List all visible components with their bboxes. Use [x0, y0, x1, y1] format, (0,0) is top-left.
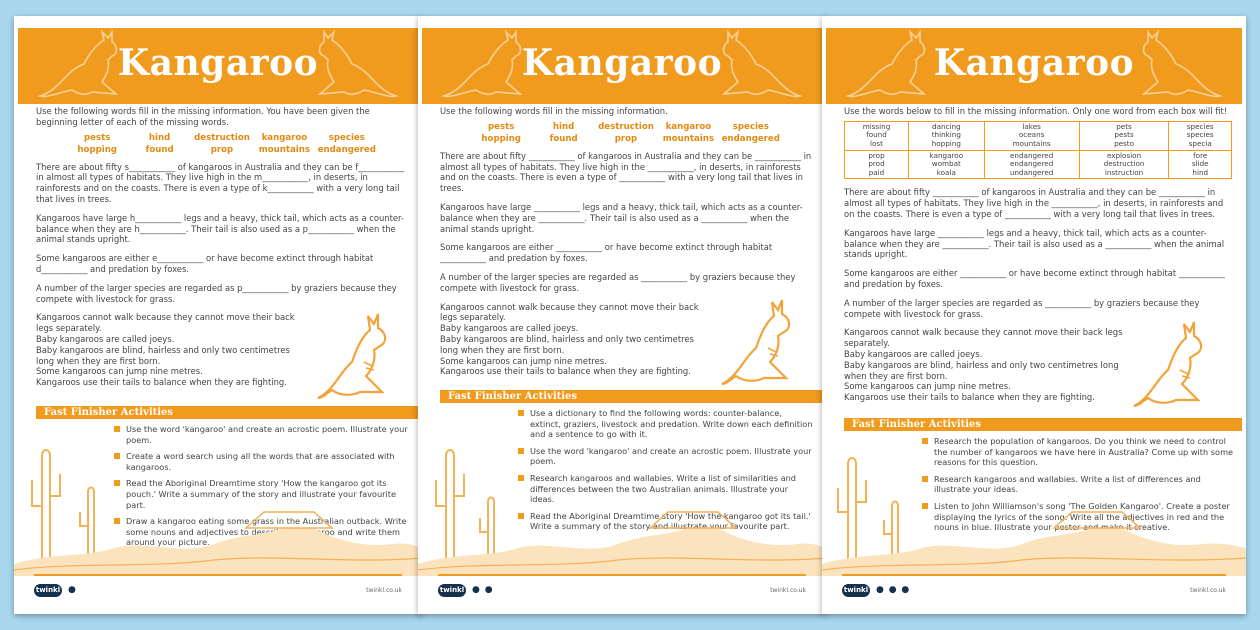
fact: Baby kangaroos are called joeys.: [36, 333, 175, 344]
word-choice-cell: [908, 121, 984, 150]
fast-finisher-title: Fast Finisher Activities: [852, 419, 982, 430]
word-choice-table: [844, 121, 1232, 180]
cloze-paragraph: A number of the larger species are regarded as ___________ by graziers because they compete with livestock for grass.: [440, 271, 796, 293]
cloze-paragraph: There are about fifty ___________ of kangaroos in Australia and they can be ___________ in almost all types of habitats. They live high in the ___________, in deserts, in rainforests and on the coasts. There is even a type of ___________ with a very long tail that lives in trees.: [440, 150, 812, 194]
word-choice-cell: [1079, 150, 1169, 179]
fact-list: [36, 312, 306, 388]
footer-divider: [438, 574, 806, 576]
cloze-paragraph: A number of the larger species are regarded as ___________ by graziers because they compete with livestock for grass.: [844, 297, 1200, 319]
word-choice-cell: [845, 121, 909, 150]
activity-item: Research kangaroos and wallabies. Write a list of similarities and differences between the two Australian animals. Illustrate your ideas.: [518, 473, 814, 505]
footer-divider: [842, 574, 1226, 576]
word-bank-item: hind: [148, 132, 171, 143]
fact: Kangaroos use their tails to balance when they are fighting.: [36, 377, 287, 388]
title-banner: [18, 28, 418, 104]
fact: Baby kangaroos are blind, hairless and only two centimetres long when they are first born.: [440, 333, 694, 355]
word-bank-item: prop: [614, 133, 638, 144]
fact: Kangaroos cannot walk because they cannot move their back legs separately.: [440, 301, 699, 323]
worksheet-2[interactable]: [418, 16, 826, 614]
word-option: dancing: [932, 121, 961, 131]
word-option: undangered: [1009, 167, 1054, 177]
word-option: pets: [1116, 121, 1132, 131]
activity-item: Read the Aboriginal Dreamtime story 'How the kangaroo got its pouch.' Write a summary of the story and illustrate your favourite part.: [114, 478, 410, 510]
word-option: pests: [1114, 130, 1134, 140]
word-option: missing: [862, 121, 891, 131]
word-option: destruction: [1103, 159, 1145, 169]
page-level-dots: ●: [68, 585, 77, 595]
word-option: species: [1186, 130, 1214, 140]
word-bank-item: hopping: [77, 144, 117, 155]
word-bank-item: mountains: [662, 133, 714, 144]
fact-list: [440, 302, 710, 378]
twinkl-logo: twinkl: [842, 584, 870, 597]
activity-item: Create a word search using all the words that are associated with kangaroos.: [114, 451, 410, 472]
fact: Kangaroos use their tails to balance when they are fighting.: [440, 366, 691, 377]
word-bank-item: pests: [84, 132, 111, 143]
cloze-paragraphs: [440, 151, 812, 294]
word-bank-item: prop: [210, 144, 234, 155]
kangaroo-illustration: [716, 292, 806, 388]
word-option: prop: [868, 150, 885, 160]
cloze-paragraphs: [36, 162, 408, 305]
cloze-paragraphs: [844, 187, 1232, 319]
twinkl-logo: twinkl: [438, 584, 466, 597]
word-option: endangered: [1010, 159, 1054, 169]
word-option: hind: [1192, 167, 1209, 177]
word-option: oceans: [1018, 130, 1045, 140]
word-option: mountains: [1012, 138, 1051, 148]
fast-finisher-title: Fast Finisher Activities: [44, 407, 174, 418]
page-title: Kangaroo: [521, 42, 723, 84]
activity-item: Use a dictionary to find the following words: counter-balance, extinct, graziers, livestock and predation. Write down each definition and a sentence to go with it.: [518, 408, 814, 440]
fact: Some kangaroos can jump nine metres.: [440, 355, 607, 366]
cloze-paragraph: Some kangaroos are either e___________ or have become extinct through habitat d___________ and predation by foxes.: [36, 253, 374, 274]
word-bank-item: hind: [552, 121, 575, 132]
word-bank-item: found: [145, 144, 174, 155]
fact: Kangaroos cannot walk because they cannot move their back legs separately.: [36, 312, 295, 334]
word-option: prod: [868, 159, 885, 169]
word-bank-item: found: [549, 133, 578, 144]
word-option: hopping: [931, 138, 961, 148]
activity-item: Use the word 'kangaroo' and create an acrostic poem. Illustrate your poem.: [518, 446, 814, 467]
cloze-paragraph: A number of the larger species are regarded as p___________ by graziers because they compete with livestock for grass.: [36, 282, 397, 304]
cloze-paragraph: Some kangaroos are either ___________ or have become extinct through habitat ___________ and predation by foxes.: [440, 242, 773, 264]
word-choice-cell: [1079, 121, 1169, 150]
word-choice-cell: [1169, 121, 1232, 150]
fast-finisher-title: Fast Finisher Activities: [448, 391, 578, 402]
word-option: koala: [936, 167, 956, 177]
word-option: instruction: [1104, 167, 1144, 177]
word-bank: [470, 121, 782, 145]
title-banner: [422, 28, 822, 104]
word-option: found: [866, 130, 887, 140]
worksheet-1[interactable]: [14, 16, 422, 614]
word-bank-item: hopping: [481, 133, 521, 144]
page-level-dots: ● ●: [472, 585, 494, 595]
word-bank-item: kangaroo: [261, 132, 308, 143]
page-title: Kangaroo: [933, 42, 1135, 84]
desert-scene: [822, 416, 1246, 576]
word-option: kangaroo: [929, 150, 964, 160]
page-title: Kangaroo: [117, 42, 319, 84]
table-row: [845, 121, 1232, 150]
activity-item: Use the word 'kangaroo' and create an acrostic poem. Illustrate your poem.: [114, 424, 410, 445]
kangaroo-illustration: [1128, 314, 1218, 410]
desert-scene: [418, 416, 826, 576]
word-bank-item: pests: [488, 121, 515, 132]
fact-list: [844, 327, 1124, 403]
activity-item: Listen to John Williamson's song 'The Golden Kangaroo'. Create a poster displaying the lyrics of the song. Write all the adjectives in red and the nouns in blue. Illustrate your poster and make it creative.: [922, 501, 1234, 533]
word-option: slide: [1191, 159, 1209, 169]
footer-divider: [34, 574, 402, 576]
word-option: fore: [1193, 150, 1208, 160]
fact: Some kangaroos can jump nine metres.: [844, 381, 1011, 392]
word-bank: [66, 132, 378, 156]
word-option: specia: [1188, 138, 1212, 148]
fact: Some kangaroos can jump nine metres.: [36, 366, 203, 377]
fact: Baby kangaroos are called joeys.: [440, 323, 579, 334]
word-choice-cell: [845, 150, 909, 179]
word-bank-item: kangaroo: [665, 121, 712, 132]
word-option: endangered: [1010, 150, 1054, 160]
cloze-paragraph: Kangaroos have large ___________ legs and a heavy, thick tail, which acts as a counter-balance when they are ___________. Their tail is also used as a ___________ when the animal stands upright.: [440, 201, 803, 234]
fast-finisher-header: [440, 390, 822, 403]
instructions: Use the words below to fill in the missing information. Only one word from each box will fit!: [844, 106, 1228, 116]
desert-scene: [14, 416, 422, 576]
word-option: thinking: [931, 130, 961, 140]
instructions: Use the following words fill in the missing information.: [440, 106, 668, 116]
cloze-paragraph: There are about fifty s___________ of kangaroos in Australia and they can be f___________ in almost all types of habitats. They live high in the m___________, in deserts, in rainforests and on the coasts. There is even a type of k___________ with a very long tail that lives in trees.: [36, 161, 405, 204]
table-row: [845, 150, 1232, 179]
fact: Kangaroos cannot walk because they cannot move their back legs separately.: [844, 327, 1123, 349]
word-bank-item: species: [328, 132, 365, 143]
fact: Kangaroos use their tails to balance when they are fighting.: [844, 392, 1095, 403]
twinkl-logo: twinkl: [34, 584, 62, 597]
word-option: explosion: [1106, 150, 1142, 160]
page-level-dots: ● ● ●: [876, 585, 911, 595]
word-option: lost: [870, 138, 883, 148]
footer-site: twinkl.co.uk: [1190, 587, 1226, 594]
worksheet-3[interactable]: [822, 16, 1246, 614]
word-bank-item: mountains: [258, 144, 310, 155]
word-choice-cell: [984, 150, 1079, 179]
kangaroo-illustration: [312, 306, 402, 402]
word-bank-item: destruction: [194, 132, 250, 143]
word-choice-cell: [908, 150, 984, 179]
word-choice-cell: [1169, 150, 1232, 179]
cloze-paragraph: Kangaroos have large ___________ legs and a heavy, thick tail, which acts as a counter-balance when they are ___________. Their tail is also used as a ___________ when the animal stands upright.: [844, 227, 1225, 260]
word-option: lakes: [1022, 121, 1041, 131]
word-option: wombat: [931, 159, 961, 169]
fact: Baby kangaroos are blind, hairless and only two centimetres long when they are first born.: [844, 359, 1119, 381]
fact: Baby kangaroos are called joeys.: [844, 348, 983, 359]
word-bank-item: endangered: [317, 144, 376, 155]
cloze-paragraph: There are about fifty ___________ of kangaroos in Australia and they can be ___________ in almost all types of habitats. They live high in the ___________, in deserts, in rainforests and on the coasts. There is even a type of ___________ with a very long tail that lives in trees.: [844, 187, 1224, 219]
word-option: species: [1186, 121, 1214, 131]
fact: Baby kangaroos are blind, hairless and only two centimetres long when they are first born.: [36, 344, 290, 366]
title-banner: [826, 28, 1242, 104]
word-choice-cell: [984, 121, 1079, 150]
activity-item: Research the population of kangaroos. Do you think we need to control the number of kangaroos we have here in Australia? Come up with some reasons for this question.: [922, 436, 1234, 468]
word-option: paid: [868, 167, 885, 177]
cloze-paragraph: Kangaroos have large h___________ legs and a heavy, thick tail, which acts as a counter-balance when they are h___________. Their tail is also used as a p___________ when the animal stands upright.: [36, 212, 404, 245]
cloze-paragraph: Some kangaroos are either ___________ or have become extinct through habitat ___________ and predation by foxes.: [844, 268, 1225, 289]
activity-item: Draw a kangaroo eating some grass in the Australian outback. Write some nouns and adjectives to describe a kangaroo and write them around your picture.: [114, 516, 410, 548]
word-bank-item: species: [732, 121, 769, 132]
footer-site: twinkl.co.uk: [770, 587, 806, 594]
instructions: Use the following words fill in the missing information. You have been given the beginning letter of each of the missing words.: [36, 106, 370, 127]
footer-site: twinkl.co.uk: [366, 587, 402, 594]
activity-item: Research kangaroos and wallabies. Write a list of differences and illustrate your ideas.: [922, 474, 1234, 495]
activity-item: Read the Aboriginal Dreamtime story 'How the kangaroo got its tail.' Write a summary of the story and illustrate your favourite part.: [518, 511, 814, 532]
word-bank-item: endangered: [721, 133, 780, 144]
word-option: pesto: [1114, 138, 1135, 148]
word-bank-item: destruction: [598, 121, 654, 132]
